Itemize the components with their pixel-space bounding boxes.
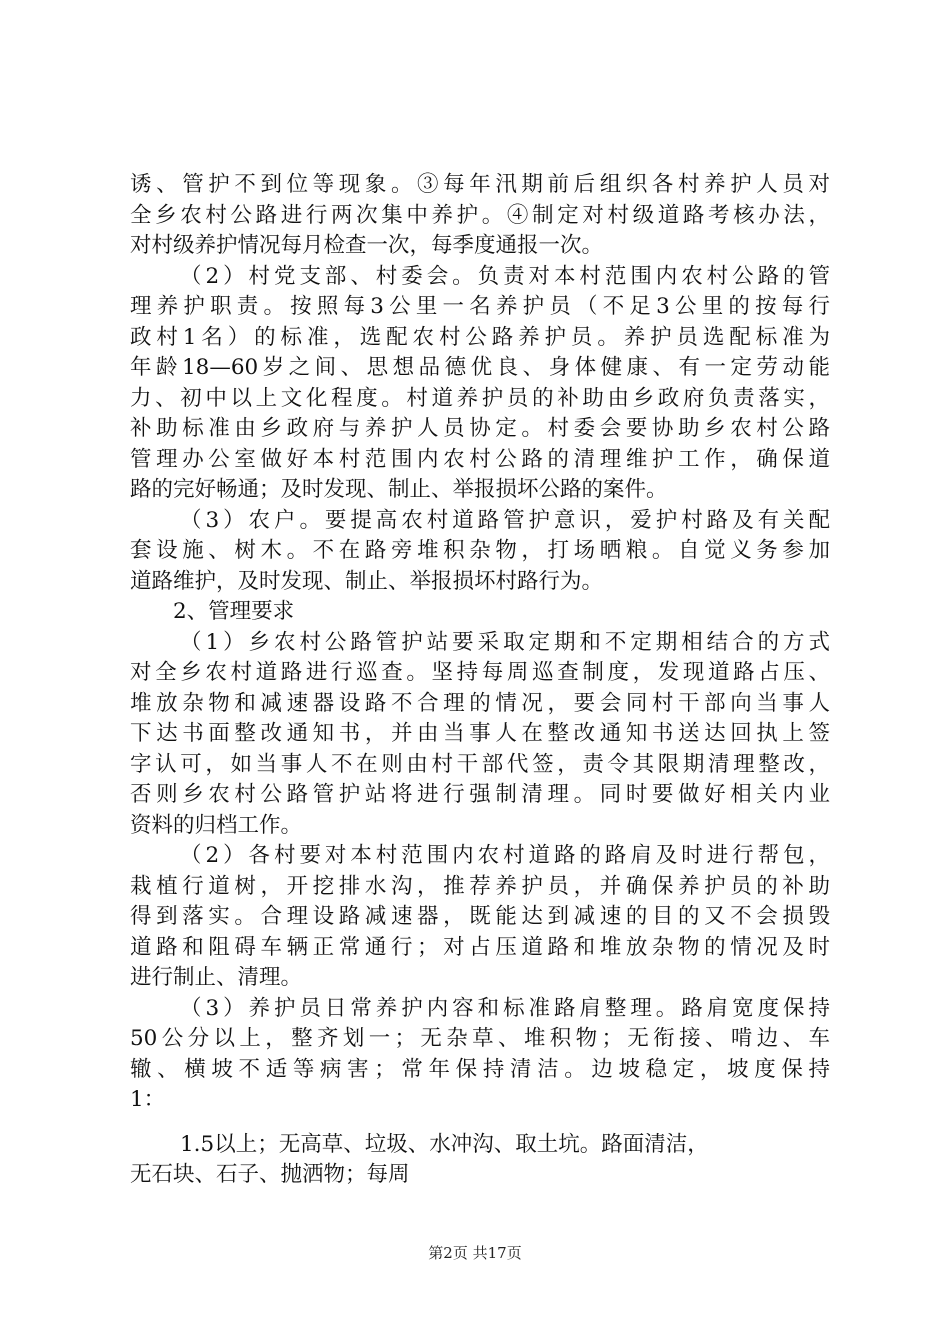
document-body: [130, 170, 830, 1191]
text-line: （3）养护员日常养护内容和标准路肩整理。路肩宽度保持: [180, 995, 830, 1021]
text-line: 管理办公室做好本村范围内农村公路的清理维护工作，确保道: [130, 446, 830, 472]
text-line: 1.5以上；无高草、垃圾、水冲沟、取土坑。路面清洁，: [180, 1131, 709, 1157]
text-line: 年龄18—60岁之间、思想品德优良、身体健康、有一定劳动能: [130, 355, 830, 380]
text-line: 政村1名）的标准，选配农村公路养护员。养护员选配标准为: [130, 324, 830, 350]
text-line: 对全乡农村道路进行巡查。坚持每周巡查制度，发现道路占压、: [130, 660, 830, 685]
paragraph-gap: [130, 1116, 830, 1130]
page-number-footer: 第2页 共17页: [428, 1244, 522, 1262]
text-line: （3）农户。要提高农村道路管护意识，爱护村路及有关配: [180, 507, 830, 533]
text-line: 道路维护，及时发现、制止、举报损坏村路行为。: [130, 568, 604, 594]
text-line: （2）村党支部、村委会。负责对本村范围内农村公路的管: [180, 263, 830, 289]
text-line: 补助标准由乡政府与养护人员协定。村委会要协助乡农村公路: [130, 416, 830, 441]
text-line: 全乡农村公路进行两次集中养护。④制定对村级道路考核办法，: [130, 202, 830, 228]
text-line: 1：: [130, 1087, 166, 1112]
text-line: （1）乡农村公路管护站要采取定期和不定期相结合的方式: [180, 629, 830, 655]
text-line: 50公分以上，整齐划一；无杂草、堆积物；无衔接、啃边、车: [130, 1026, 830, 1051]
text-line: 对村级养护情况每月检查一次，每季度通报一次。: [130, 233, 604, 258]
text-line: 路的完好畅通；及时发现、制止、举报损坏公路的案件。: [130, 477, 668, 502]
text-line: 理养护职责。按照每3公里一名养护员（不足3公里的按每行: [130, 294, 830, 319]
text-line: 诱、管护不到位等现象。③每年汛期前后组织各村养护人员对: [130, 172, 830, 197]
text-line: 进行制止、清理。: [130, 965, 303, 990]
text-line: 无石块、石子、抛洒物；每周: [130, 1162, 410, 1187]
text-line: 套设施、树木。不在路旁堆积杂物，打场晒粮。自觉义务参加: [130, 538, 830, 563]
section-heading: 2、管理要求: [173, 599, 295, 624]
text-line: 力、初中以上文化程度。村道养护员的补助由乡政府负责落实，: [130, 385, 830, 411]
text-line: 资料的归档工作。: [130, 812, 303, 838]
text-line: 堆放杂物和减速器设路不合理的情况，要会同村干部向当事人: [130, 690, 830, 716]
text-line: 道路和阻碍车辆正常通行；对占压道路和堆放杂物的情况及时: [130, 934, 830, 960]
text-line: 辙、横坡不适等病害；常年保持清洁。边坡稳定，坡度保持: [130, 1056, 830, 1082]
text-line: 下达书面整改通知书，并由当事人在整改通知书送达回执上签: [130, 721, 830, 746]
text-line: 字认可，如当事人不在则由村干部代签，责令其限期清理整改，: [130, 751, 830, 777]
text-line: 否则乡农村公路管护站将进行强制清理。同时要做好相关内业: [130, 782, 830, 807]
text-line: （2）各村要对本村范围内农村道路的路肩及时进行帮包，: [180, 843, 830, 868]
text-line: 得到落实。合理设路减速器，既能达到减速的目的又不会损毁: [130, 904, 830, 929]
text-line: 栽植行道树，开挖排水沟，推荐养护员，并确保养护员的补助: [130, 873, 830, 899]
